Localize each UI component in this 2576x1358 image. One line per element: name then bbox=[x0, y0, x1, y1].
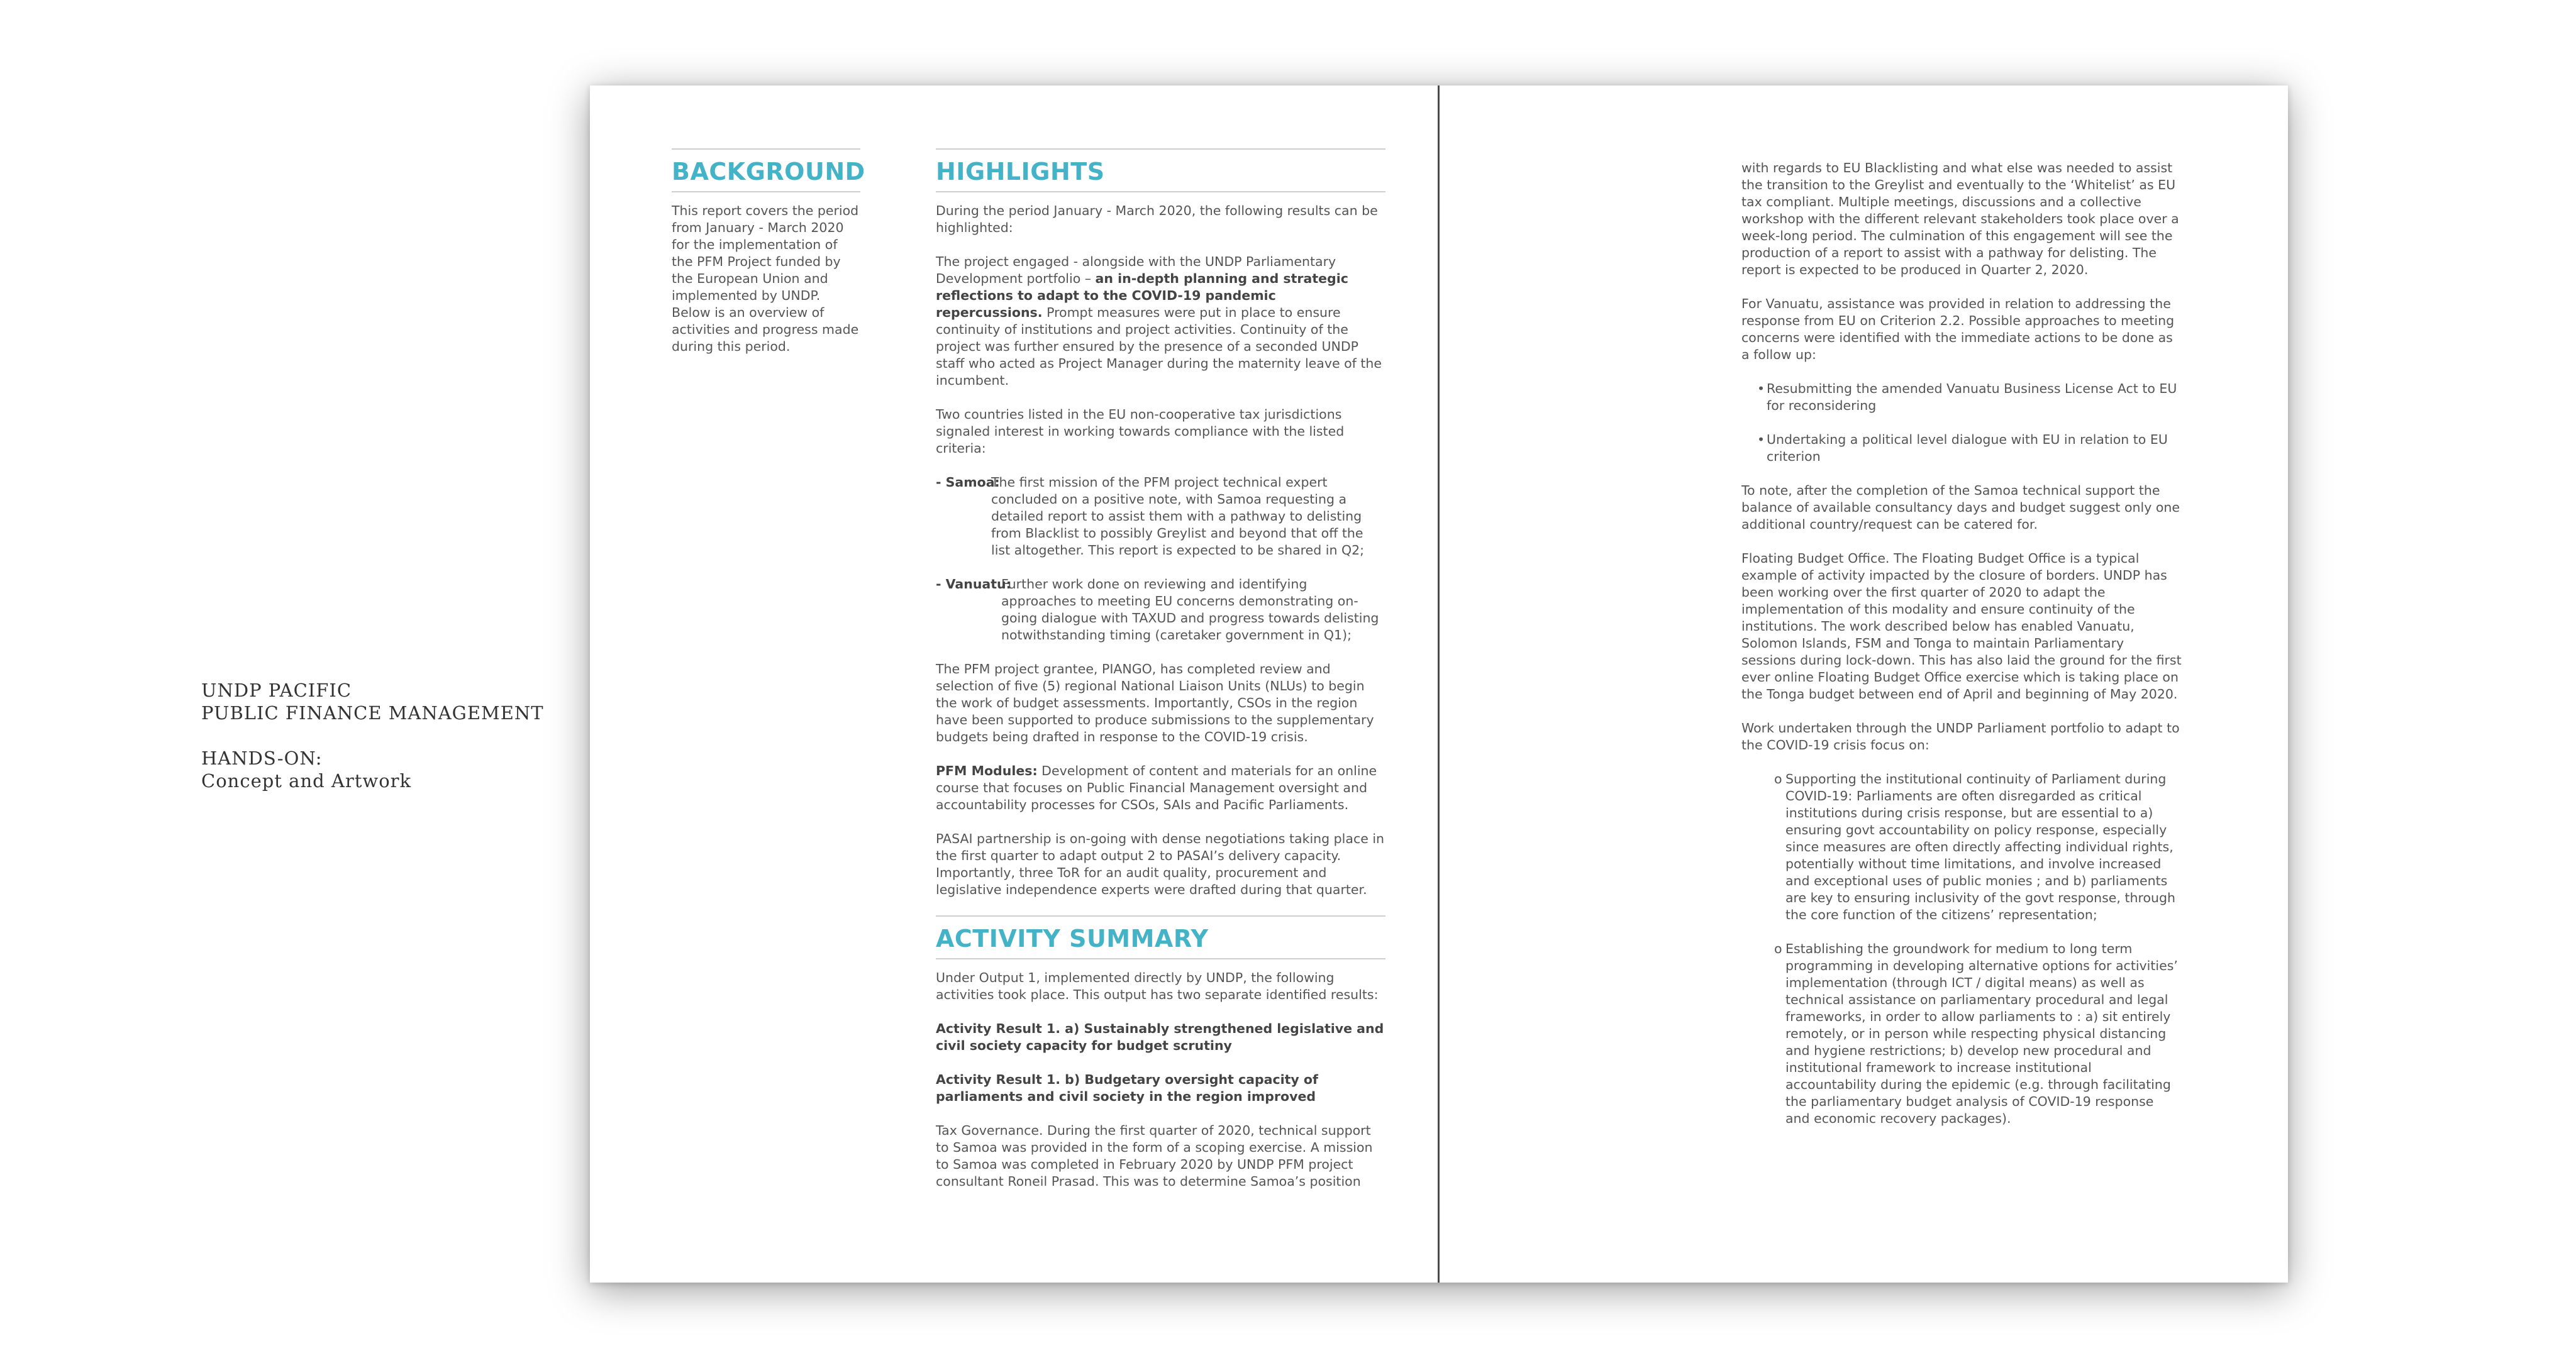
highlights-heading: HIGHLIGHTS bbox=[936, 150, 1385, 192]
right-paragraph: For Vanuatu, assistance was provided in relation to addressing the response from EU on Criterion 2.2. Possible approaches to meeting concerns were identified with the immediate actions to be done as a follow up: bbox=[1741, 296, 2175, 362]
list-item bbox=[1757, 380, 2182, 414]
list-item bbox=[1774, 771, 2182, 924]
caption-line-4: Concept and Artwork bbox=[201, 770, 412, 792]
list-item bbox=[1757, 431, 2182, 465]
brochure-spread bbox=[590, 86, 2288, 1283]
vanuatu-label: - Vanuatu: bbox=[936, 577, 1011, 592]
list-item bbox=[1774, 941, 2182, 1127]
activity-summary-heading: ACTIVITY SUMMARY bbox=[936, 917, 1385, 959]
samoa-label: - Samoa: bbox=[936, 475, 1000, 490]
list-item-text: Resubmitting the amended Vanuatu Business License Act to EU for reconsidering bbox=[1767, 381, 2177, 413]
activity-paragraph: Under Output 1, implemented directly by UNDP, the following activities took place. This output has two separate identified results: bbox=[936, 970, 1379, 1002]
side-caption bbox=[201, 679, 544, 792]
activity-result-b bbox=[936, 1071, 1385, 1105]
highlights-paragraph: PASAI partnership is on-going with dense negotiations taking place in the first quarter to adapt output 2 to PASAI’s delivery capacity. Importantly, three ToR for an audit quality, procurement and legislative independence experts were drafted during that quarter. bbox=[936, 831, 1385, 897]
paragraph-text: The project engaged - alongside with the UNDP Parliamentary Development portfolio – bbox=[936, 254, 1336, 286]
left-page bbox=[590, 86, 1438, 1283]
list-item-text: Undertaking a political level dialogue with EU in relation to EU criterion bbox=[1767, 432, 2168, 464]
bullet-icon: • bbox=[1757, 381, 1765, 396]
bullet-list bbox=[1741, 380, 2182, 465]
circle-bullet-list bbox=[1741, 771, 2182, 1127]
samoa-text: The first mission of the PFM project technical expert concluded on a positive note, with Samoa requesting a detailed report to assist them with a pathway to delisting from Blacklist to possibly Greylist and beyond that off the list altogether. This report is expected to be shared in Q2; bbox=[991, 475, 1365, 558]
paragraph-text: Prompt measures were put in place to ensure continuity of institutions and project activities. Continuity of the project was further ensured by the presence of a seconded UNDP staff who acted as Project Manager during the maternity leave of the incumbent. bbox=[936, 305, 1382, 388]
pfm-modules-text: Development of content and materials for an online course that focuses on Public Financial Management oversight and accountability processes for CSOs, SAIs and Pacific Parliaments. bbox=[936, 763, 1377, 812]
right-page bbox=[1440, 86, 2288, 1283]
right-paragraph: with regards to EU Blacklisting and what else was needed to assist the transition to the Greylist and eventually to the ‘Whitelist’ as EU tax compliant. Multiple meetings, discussions and a collective workshop with the different relevant stakeholders took place over a week-long period. The culmination of this engagement will see the production of a report to assist with a pathway for delisting. The report is expected to be produced in Quarter 2, 2020. bbox=[1741, 160, 2179, 277]
circle-bullet-icon: o bbox=[1774, 941, 1782, 956]
paragraph-emphasis: an in-depth planning and strategic reflections to adapt to the COVID-19 pandemic repercussions. bbox=[936, 271, 1348, 320]
list-item-text: Establishing the groundwork for medium to long term programming in developing alternative options for activities’ implementation (through ICT / digital means) as well as technical assistance on parliamentary procedural and legal frameworks, in order to allow parliaments to : a) sit entirely remotely, or in person while respecting physical distancing and hygiene restrictions; b) develop new procedural and institutional framework to increase institutional accountability during the epidemic (e.g. through facilitating the parliamentary budget analysis of COVID-19 response and economic recovery packages). bbox=[1785, 941, 2178, 1126]
highlights-paragraph: Two countries listed in the EU non-cooperative tax jurisdictions signaled interest in working towards compliance with the listed criteria: bbox=[936, 407, 1345, 456]
circle-bullet-icon: o bbox=[1774, 771, 1782, 787]
right-column bbox=[1741, 160, 2182, 1144]
highlights-intro: During the period January - March 2020, the following results can be highlighted: bbox=[936, 203, 1378, 235]
activity-result-a bbox=[936, 1020, 1385, 1054]
highlights-paragraph: The PFM project grantee, PIANGO, has completed review and selection of five (5) regional National Liaison Units (NLUs) to begin the work of budget assessments. Importantly, CSOs in the region have been supported to produce submissions to the supplementary budgets being drafted in response to the COVID-19 crisis. bbox=[936, 661, 1374, 744]
caption-line-3: HANDS-ON: bbox=[201, 748, 323, 769]
background-column bbox=[672, 148, 865, 372]
activity-paragraph: Tax Governance. During the first quarter of 2020, technical support to Samoa was provided in the form of a scoping exercise. A mission to Samoa was completed in February 2020 by UNDP PFM project consultant Roneil Prasad. This was to determine Samoa’s position bbox=[936, 1123, 1373, 1189]
activity-result-text: Activity Result 1. b) Budgetary oversight capacity of parliaments and civil society in the region improved bbox=[936, 1072, 1318, 1104]
highlights-column bbox=[936, 148, 1385, 1207]
background-heading: BACKGROUND bbox=[672, 150, 860, 192]
vanuatu-item bbox=[936, 576, 1385, 644]
right-paragraph: Floating Budget Office. The Floating Budget Office is a typical example of activity impacted by the closure of borders. UNDP has been working over the first quarter of 2020 to adapt the implementation of this modality and ensure continuity of the institutions. The work described below has enabled Vanuatu, Solomon Islands, FSM and Tonga to maintain Parliamentary sessions during lock-down. This has also laid the ground for the first ever online Floating Budget Office exercise which is taking place on the Tonga budget between end of April and beginning of May 2020. bbox=[1741, 551, 2182, 702]
samoa-item bbox=[936, 474, 1385, 559]
highlights-paragraph bbox=[936, 253, 1385, 389]
vanuatu-text: Further work done on reviewing and identifying approaches to meeting EU concerns demonstrating on-going dialogue with TAXUD and progress towards delisting notwithstanding timing (caretaker government in Q1); bbox=[1001, 577, 1379, 643]
caption-line-1: UNDP PACIFIC bbox=[201, 680, 352, 701]
bullet-icon: • bbox=[1757, 432, 1765, 447]
pfm-modules-label: PFM Modules: bbox=[936, 763, 1038, 778]
list-item-text: Supporting the institutional continuity of Parliament during COVID-19: Parliaments are often disregarded as critical institutions during crisis response, but are essential to a) ensuring govt accountability on policy response, especially since measures are often directly affecting individual rights, potentially without time limitations, and involve increased and exceptional uses of public monies ; and b) parliaments are key to ensuring inclusivity of the govt response, through the core function of the citizens’ representation; bbox=[1785, 771, 2175, 922]
right-paragraph: Work undertaken through the UNDP Parliament portfolio to adapt to the COVID-19 crisis focus on: bbox=[1741, 720, 2180, 753]
background-text: This report covers the period from January - March 2020 for the implementation of the PFM Project funded by the European Union and implemented by UNDP. Below is an overview of activities and progress made during this period. bbox=[672, 203, 859, 354]
caption-line-2: PUBLIC FINANCE MANAGEMENT bbox=[201, 702, 544, 724]
pfm-modules-paragraph bbox=[936, 763, 1385, 814]
right-paragraph: To note, after the completion of the Samoa technical support the balance of available consultancy days and budget suggest only one additional country/request can be catered for. bbox=[1741, 483, 2180, 532]
activity-result-text: Activity Result 1. a) Sustainably strengthened legislative and civil society capacity for budget scrutiny bbox=[936, 1021, 1384, 1053]
